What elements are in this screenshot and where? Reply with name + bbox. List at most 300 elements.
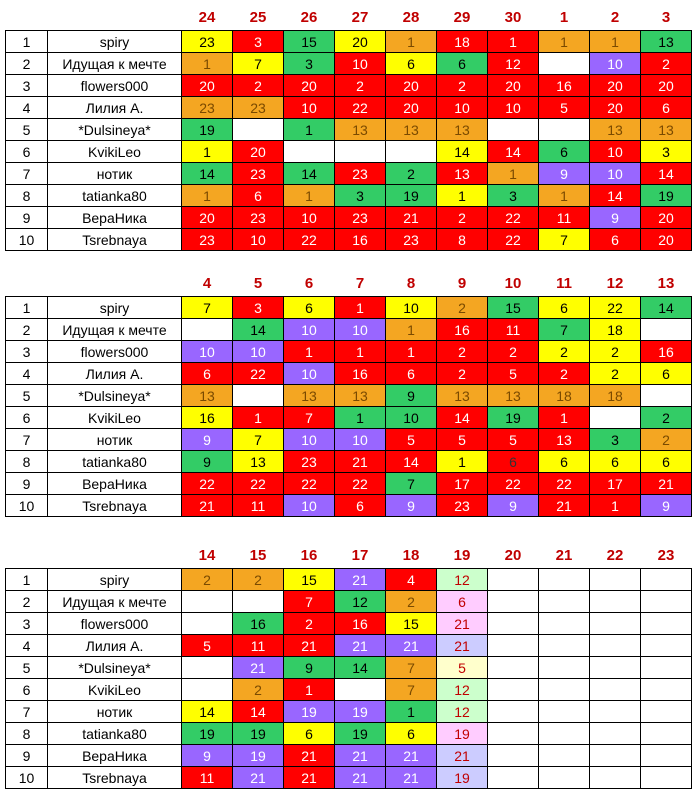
score-cell: 6 — [182, 363, 233, 385]
table-row — [6, 657, 692, 679]
participant-name: нотик — [48, 429, 182, 451]
score-cell: 18 — [539, 385, 590, 407]
score-cell — [488, 635, 539, 657]
score-cell — [182, 657, 233, 679]
table-row — [6, 451, 692, 473]
score-cell: 2 — [539, 363, 590, 385]
score-cell: 6 — [641, 97, 692, 119]
score-cell: 20 — [590, 75, 641, 97]
score-cell: 16 — [182, 407, 233, 429]
score-cell: 22 — [335, 473, 386, 495]
score-cell — [590, 679, 641, 701]
score-cell: 20 — [386, 97, 437, 119]
score-cell: 22 — [284, 229, 335, 251]
score-cell — [641, 635, 692, 657]
score-cell: 4 — [386, 569, 437, 591]
score-cell: 6 — [437, 591, 488, 613]
row-index: 5 — [6, 119, 48, 141]
score-cell — [641, 767, 692, 789]
score-cell: 2 — [590, 341, 641, 363]
participant-name: flowers000 — [48, 613, 182, 635]
day-header: 23 — [657, 546, 675, 564]
score-cell: 14 — [590, 185, 641, 207]
participant-name: ВераНика — [48, 207, 182, 229]
score-cell — [488, 745, 539, 767]
score-cell: 14 — [386, 451, 437, 473]
score-cell: 20 — [233, 141, 284, 163]
score-cell: 2 — [437, 297, 488, 319]
score-cell: 14 — [233, 319, 284, 341]
participant-name: Tsrebnaya — [48, 229, 182, 251]
score-cell: 13 — [437, 119, 488, 141]
score-cell: 2 — [437, 75, 488, 97]
row-index: 9 — [6, 473, 48, 495]
score-cell: 1 — [284, 185, 335, 207]
score-cell: 2 — [641, 407, 692, 429]
participant-name: spiry — [48, 297, 182, 319]
score-cell: 20 — [641, 229, 692, 251]
score-cell: 19 — [233, 745, 284, 767]
score-cell: 17 — [590, 473, 641, 495]
score-cell: 6 — [539, 451, 590, 473]
score-cell: 2 — [386, 591, 437, 613]
participant-name: *Dulsineya* — [48, 119, 182, 141]
participant-name: Лилия А. — [48, 363, 182, 385]
score-cell: 13 — [284, 385, 335, 407]
score-cell: 10 — [284, 319, 335, 341]
row-index: 2 — [6, 319, 48, 341]
score-cell: 1 — [386, 319, 437, 341]
score-cell: 5 — [488, 363, 539, 385]
table-row — [6, 745, 692, 767]
score-cell — [641, 613, 692, 635]
row-index: 10 — [6, 495, 48, 517]
score-cell: 2 — [233, 679, 284, 701]
day-header: 11 — [556, 274, 572, 292]
row-index: 3 — [6, 75, 48, 97]
day-header: 22 — [606, 546, 624, 564]
score-cell: 5 — [386, 429, 437, 451]
score-cell: 22 — [488, 473, 539, 495]
score-cell: 13 — [437, 385, 488, 407]
score-cell: 21 — [335, 635, 386, 657]
score-cell: 1 — [437, 451, 488, 473]
score-cell: 7 — [386, 657, 437, 679]
score-cell — [182, 679, 233, 701]
score-cell — [488, 657, 539, 679]
score-cell: 9 — [539, 163, 590, 185]
score-cell: 3 — [590, 429, 641, 451]
score-cell: 1 — [539, 31, 590, 53]
table-row — [6, 701, 692, 723]
score-cell — [590, 745, 641, 767]
score-cell — [488, 767, 539, 789]
table-row — [6, 53, 692, 75]
table-row — [6, 473, 692, 495]
schedule-table — [5, 270, 692, 517]
score-cell: 10 — [284, 429, 335, 451]
score-cell: 7 — [386, 473, 437, 495]
score-cell — [539, 635, 590, 657]
score-cell: 1 — [284, 679, 335, 701]
score-cell: 1 — [233, 407, 284, 429]
score-cell: 2 — [233, 75, 284, 97]
table-row — [6, 613, 692, 635]
participant-name: Лилия А. — [48, 635, 182, 657]
table-row — [6, 429, 692, 451]
score-cell: 3 — [335, 185, 386, 207]
score-cell: 1 — [590, 495, 641, 517]
score-cell: 18 — [590, 385, 641, 407]
score-cell — [182, 591, 233, 613]
score-cell: 20 — [590, 97, 641, 119]
score-cell: 22 — [284, 473, 335, 495]
score-cell: 20 — [182, 75, 233, 97]
row-index: 7 — [6, 163, 48, 185]
score-cell: 6 — [539, 297, 590, 319]
score-cell: 6 — [437, 53, 488, 75]
score-cell: 16 — [539, 75, 590, 97]
score-cell — [539, 591, 590, 613]
table-row — [6, 97, 692, 119]
score-cell: 21 — [386, 745, 437, 767]
score-cell: 23 — [233, 207, 284, 229]
score-cell: 10 — [590, 141, 641, 163]
score-cell: 10 — [386, 407, 437, 429]
score-cell: 1 — [488, 31, 539, 53]
score-cell: 22 — [590, 297, 641, 319]
participant-name: Лилия А. — [48, 97, 182, 119]
score-cell: 22 — [488, 229, 539, 251]
participant-name: KvikiLeo — [48, 141, 182, 163]
score-cell: 21 — [386, 635, 437, 657]
score-cell: 19 — [284, 701, 335, 723]
score-cell — [641, 723, 692, 745]
score-cell — [539, 53, 590, 75]
score-cell — [539, 119, 590, 141]
score-cell: 1 — [386, 341, 437, 363]
row-index: 1 — [6, 31, 48, 53]
score-cell: 6 — [284, 723, 335, 745]
score-cell: 6 — [233, 185, 284, 207]
day-header: 15 — [249, 546, 267, 564]
participant-name: tatianka80 — [48, 723, 182, 745]
score-cell: 10 — [233, 341, 284, 363]
score-cell: 16 — [437, 319, 488, 341]
score-cell: 6 — [335, 495, 386, 517]
score-cell: 10 — [335, 429, 386, 451]
score-cell: 12 — [437, 679, 488, 701]
score-cell: 5 — [182, 635, 233, 657]
row-index: 4 — [6, 363, 48, 385]
score-cell: 19 — [488, 407, 539, 429]
row-index: 5 — [6, 657, 48, 679]
score-cell: 19 — [233, 723, 284, 745]
score-cell: 7 — [233, 429, 284, 451]
score-cell: 23 — [233, 163, 284, 185]
score-cell: 1 — [590, 31, 641, 53]
day-header: 3 — [661, 8, 671, 26]
day-header: 24 — [198, 8, 216, 26]
score-cell — [590, 407, 641, 429]
score-cell: 6 — [590, 229, 641, 251]
score-cell: 11 — [488, 319, 539, 341]
score-cell — [182, 319, 233, 341]
score-cell — [539, 745, 590, 767]
score-cell: 21 — [284, 767, 335, 789]
table-row — [6, 679, 692, 701]
row-index: 10 — [6, 767, 48, 789]
table-row — [6, 119, 692, 141]
score-cell: 23 — [335, 163, 386, 185]
score-cell: 2 — [437, 341, 488, 363]
score-cell — [641, 679, 692, 701]
score-cell — [488, 591, 539, 613]
score-cell: 9 — [386, 495, 437, 517]
score-cell: 21 — [641, 473, 692, 495]
score-cell: 21 — [284, 745, 335, 767]
score-cell: 22 — [182, 473, 233, 495]
score-cell: 1 — [488, 163, 539, 185]
score-cell: 19 — [182, 119, 233, 141]
score-cell: 2 — [437, 207, 488, 229]
row-index: 9 — [6, 207, 48, 229]
score-cell: 23 — [233, 97, 284, 119]
score-cell: 10 — [437, 97, 488, 119]
score-cell: 19 — [641, 185, 692, 207]
row-index: 5 — [6, 385, 48, 407]
score-cell: 16 — [335, 229, 386, 251]
score-cell — [233, 385, 284, 407]
score-cell: 13 — [335, 119, 386, 141]
score-cell: 13 — [641, 119, 692, 141]
score-cell: 18 — [590, 319, 641, 341]
score-cell: 10 — [335, 53, 386, 75]
score-cell: 1 — [335, 341, 386, 363]
score-cell: 16 — [233, 613, 284, 635]
score-cell: 2 — [386, 163, 437, 185]
score-cell: 3 — [233, 31, 284, 53]
score-cell: 1 — [386, 701, 437, 723]
score-cell: 19 — [182, 723, 233, 745]
participant-name: *Dulsineya* — [48, 385, 182, 407]
table-row — [6, 319, 692, 341]
score-cell — [641, 701, 692, 723]
row-index: 8 — [6, 185, 48, 207]
score-cell: 21 — [437, 635, 488, 657]
score-cell — [335, 141, 386, 163]
table-row — [6, 75, 692, 97]
table-row — [6, 207, 692, 229]
score-cell — [539, 569, 590, 591]
row-index: 8 — [6, 723, 48, 745]
table-row — [6, 495, 692, 517]
score-cell: 11 — [539, 207, 590, 229]
participant-name: flowers000 — [48, 75, 182, 97]
score-cell: 14 — [182, 163, 233, 185]
score-cell: 21 — [284, 635, 335, 657]
row-index: 6 — [6, 141, 48, 163]
score-cell: 12 — [335, 591, 386, 613]
day-header: 6 — [304, 274, 314, 292]
day-header: 2 — [610, 8, 620, 26]
participant-name: spiry — [48, 31, 182, 53]
row-index: 8 — [6, 451, 48, 473]
score-cell: 9 — [182, 451, 233, 473]
row-index: 1 — [6, 569, 48, 591]
score-cell: 13 — [233, 451, 284, 473]
table-row — [6, 341, 692, 363]
day-header: 12 — [606, 274, 624, 292]
score-cell — [590, 767, 641, 789]
score-cell: 16 — [641, 341, 692, 363]
table-row — [6, 297, 692, 319]
score-cell: 21 — [182, 495, 233, 517]
row-index: 2 — [6, 591, 48, 613]
score-cell: 9 — [182, 745, 233, 767]
score-cell — [539, 723, 590, 745]
day-header-row — [6, 542, 692, 569]
participant-name: Идущая к мечте — [48, 591, 182, 613]
schedule-block-2 — [5, 270, 692, 517]
score-cell: 13 — [590, 119, 641, 141]
score-cell: 2 — [233, 569, 284, 591]
score-cell: 13 — [539, 429, 590, 451]
score-cell: 23 — [182, 229, 233, 251]
score-cell: 22 — [233, 473, 284, 495]
score-cell: 6 — [641, 451, 692, 473]
score-cell: 10 — [284, 495, 335, 517]
score-cell — [590, 657, 641, 679]
participant-name: Идущая к мечте — [48, 319, 182, 341]
score-cell: 20 — [386, 75, 437, 97]
table-row — [6, 163, 692, 185]
score-cell: 15 — [386, 613, 437, 635]
score-cell: 9 — [182, 429, 233, 451]
score-cell: 14 — [641, 297, 692, 319]
score-cell: 22 — [335, 97, 386, 119]
score-cell: 20 — [641, 207, 692, 229]
participant-name: Tsrebnaya — [48, 495, 182, 517]
score-cell: 21 — [437, 613, 488, 635]
score-cell: 7 — [539, 229, 590, 251]
score-cell: 19 — [437, 767, 488, 789]
score-cell: 1 — [182, 53, 233, 75]
score-cell: 5 — [437, 657, 488, 679]
score-cell: 13 — [641, 31, 692, 53]
row-index: 2 — [6, 53, 48, 75]
score-cell — [641, 319, 692, 341]
score-cell: 3 — [284, 53, 335, 75]
score-cell: 23 — [386, 229, 437, 251]
score-cell: 23 — [437, 495, 488, 517]
score-cell: 10 — [284, 207, 335, 229]
score-cell: 2 — [335, 75, 386, 97]
score-cell: 10 — [335, 319, 386, 341]
score-cell: 22 — [233, 363, 284, 385]
score-cell: 1 — [284, 341, 335, 363]
score-cell — [488, 679, 539, 701]
score-cell — [233, 591, 284, 613]
score-cell: 7 — [233, 53, 284, 75]
table-row — [6, 363, 692, 385]
score-cell — [488, 701, 539, 723]
row-index: 6 — [6, 407, 48, 429]
score-cell — [590, 723, 641, 745]
score-cell — [539, 657, 590, 679]
day-header: 29 — [453, 8, 471, 26]
score-cell: 21 — [539, 495, 590, 517]
score-cell: 7 — [284, 591, 335, 613]
participant-name: ВераНика — [48, 473, 182, 495]
day-header: 13 — [657, 274, 675, 292]
score-cell — [641, 385, 692, 407]
score-cell: 1 — [539, 185, 590, 207]
score-cell: 18 — [437, 31, 488, 53]
table-row — [6, 407, 692, 429]
score-cell: 14 — [233, 701, 284, 723]
score-cell: 1 — [182, 141, 233, 163]
participant-name: tatianka80 — [48, 185, 182, 207]
score-cell: 23 — [335, 207, 386, 229]
score-cell: 9 — [641, 495, 692, 517]
score-cell: 7 — [386, 679, 437, 701]
row-index: 9 — [6, 745, 48, 767]
day-header: 14 — [198, 546, 216, 564]
score-cell: 21 — [233, 657, 284, 679]
score-cell: 23 — [182, 31, 233, 53]
score-cell: 14 — [437, 407, 488, 429]
score-cell: 6 — [386, 53, 437, 75]
participant-name: нотик — [48, 163, 182, 185]
score-cell — [641, 657, 692, 679]
table-row — [6, 185, 692, 207]
score-cell: 13 — [437, 163, 488, 185]
score-cell: 2 — [641, 53, 692, 75]
score-cell — [539, 613, 590, 635]
day-header: 17 — [351, 546, 369, 564]
score-cell — [590, 569, 641, 591]
score-cell: 10 — [590, 163, 641, 185]
score-cell: 1 — [335, 297, 386, 319]
row-index: 7 — [6, 429, 48, 451]
score-cell: 14 — [437, 141, 488, 163]
table-row — [6, 591, 692, 613]
score-cell: 1 — [284, 119, 335, 141]
score-cell — [488, 613, 539, 635]
day-header: 27 — [351, 8, 369, 26]
score-cell: 1 — [437, 185, 488, 207]
score-cell — [386, 141, 437, 163]
score-cell: 23 — [182, 97, 233, 119]
score-cell: 7 — [284, 407, 335, 429]
score-cell: 13 — [488, 385, 539, 407]
score-cell: 14 — [335, 657, 386, 679]
score-cell — [488, 569, 539, 591]
score-cell: 12 — [488, 53, 539, 75]
score-cell: 13 — [386, 119, 437, 141]
day-header: 30 — [504, 8, 522, 26]
day-header: 28 — [402, 8, 420, 26]
schedule-table — [5, 542, 692, 789]
score-cell: 13 — [182, 385, 233, 407]
score-cell: 22 — [488, 207, 539, 229]
score-cell: 2 — [539, 341, 590, 363]
score-cell: 13 — [335, 385, 386, 407]
participant-name: KvikiLeo — [48, 679, 182, 701]
score-cell: 20 — [488, 75, 539, 97]
participant-name: spiry — [48, 569, 182, 591]
